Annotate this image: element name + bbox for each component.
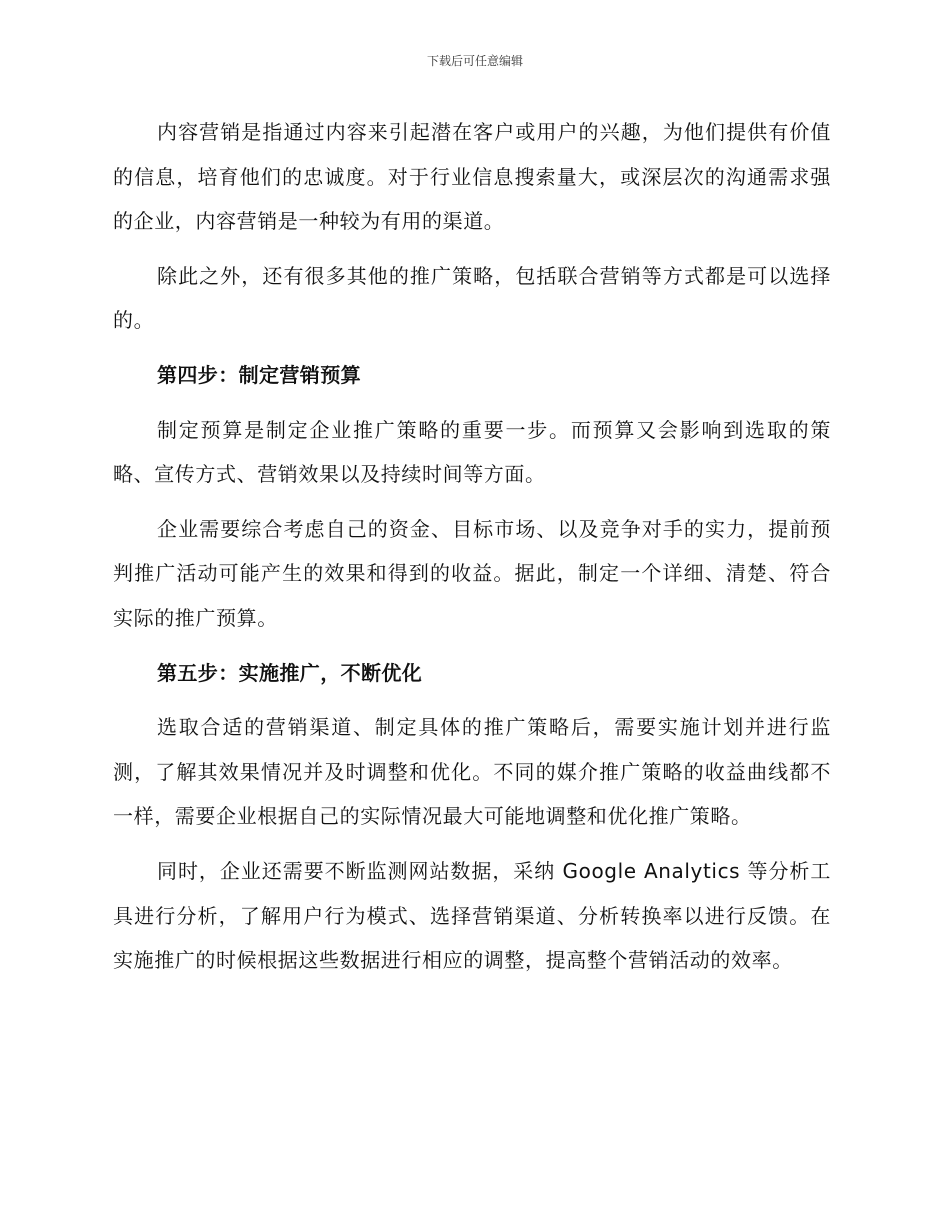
section-heading-step-four: 第四步：制定营销预算 bbox=[157, 362, 361, 387]
paragraph-content-marketing: 内容营销是指通过内容来引起潜在客户或用户的兴趣，为他们提供有价值的信息，培育他们的忠诚度。对于行业信息搜索量大，或深层次的沟通需求强的企业，内容营销是一种较为有用的渠道。 bbox=[113, 120, 831, 234]
paragraph-implement-monitor: 选取合适的营销渠道、制定具体的推广策略后，需要实施计划并进行监测，了解其效果情况并及时调整和优化。不同的媒介推广策略的收益曲线都不一样，需要企业根据自己的实际情况最大可能地调整和优化推广策略。 bbox=[113, 715, 831, 829]
paragraph-budget-considerations: 企业需要综合考虑自己的资金、目标市场、以及竞争对手的实力，提前预判推广活动可能产生的效果和得到的收益。据此，制定一个详细、清楚、符合实际的推广预算。 bbox=[113, 516, 831, 630]
paragraph-analytics-feedback: 同时，企业还需要不断监测网站数据，采纳 Google Analytics 等分析工具进行分析，了解用户行为模式、选择营销渠道、分析转换率以进行反馈。在实施推广的时候根据这些数据进行相应的调整，提高整个营销活动的效率。 bbox=[113, 858, 831, 973]
document-body bbox=[113, 110, 831, 993]
section-heading-step-five: 第五步：实施推广，不断优化 bbox=[157, 660, 423, 685]
page-header: 下载后可任意编辑 bbox=[426, 54, 523, 68]
paragraph-budget-importance: 制定预算是制定企业推广策略的重要一步。而预算又会影响到选取的策略、宣传方式、营销效果以及持续时间等方面。 bbox=[113, 417, 831, 487]
paragraph-other-strategies: 除此之外，还有很多其他的推广策略，包括联合营销等方式都是可以选择的。 bbox=[113, 263, 831, 333]
